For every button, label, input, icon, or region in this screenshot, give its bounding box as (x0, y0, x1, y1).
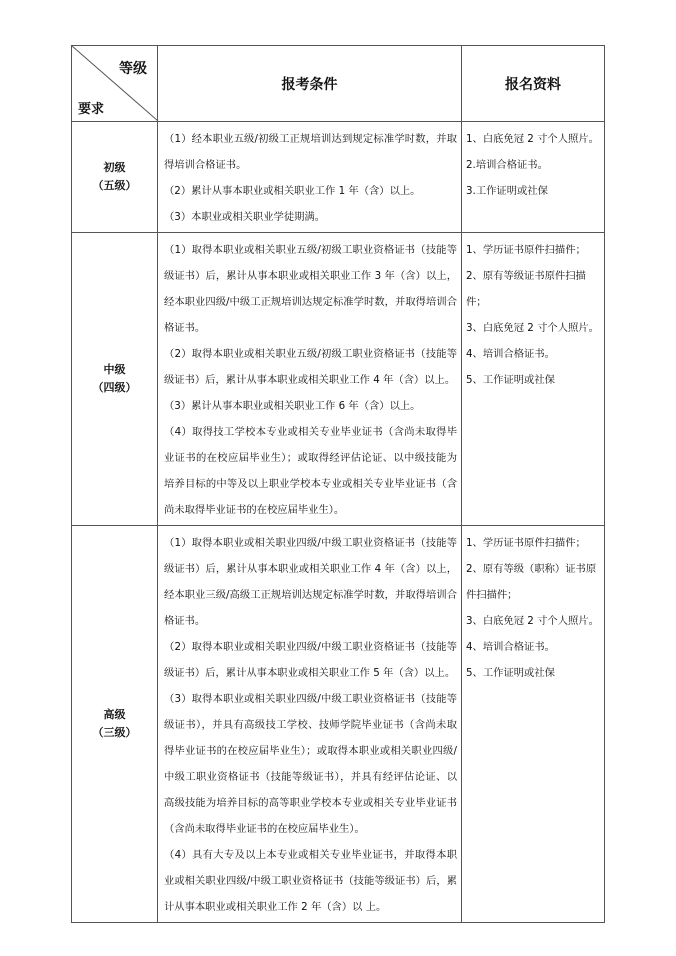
table-row (72, 233, 605, 526)
material-item: 3、白底免冠 2 寸个人照片。 (466, 615, 599, 627)
condition-item: （3）本职业或相关职业学徒期满。 (164, 211, 326, 223)
material-item: 2、原有等级（职称）证书原件扫描件； (466, 563, 597, 601)
header-materials: 报名资料 (462, 46, 605, 122)
material-item: 3.工作证明或社保 (466, 185, 548, 197)
material-item: 5、工作证明或社保 (466, 374, 555, 386)
table-row (72, 526, 605, 923)
condition-item: （1）经本职业五级/初级工正规培训达到规定标准学时数，并取得培训合格证书。 (164, 133, 457, 171)
header-row (72, 46, 605, 122)
material-item: 1、学历证书原件扫描件； (466, 537, 586, 549)
conditions-cell (158, 122, 462, 233)
level-name: 中级 (103, 363, 126, 376)
level-grade: （四级） (92, 381, 137, 394)
material-item: 1、学历证书原件扫描件； (466, 244, 586, 256)
condition-item: （4）具有大专及以上本专业或相关专业毕业证书，并取得本职业或相关职业四级/中级工职业资格证书（技能等级证书）后，累计从事本职业或相关职业工作 2 年（含）以 上。 (164, 849, 457, 913)
condition-item: （4）取得技工学校本专业或相关专业毕业证书（含尚未取得毕业证书的在校应届毕业生）；或取得经评估论证、以中级技能为培养目标的中等及以上职业学校本专业或相关专业毕业证书（含尚未取得毕业证书的在校应届毕业生）。 (164, 426, 457, 516)
level-name: 高级 (103, 708, 126, 721)
material-item: 5、工作证明或社保 (466, 667, 555, 679)
condition-item: （1）取得本职业或相关职业四级/中级工职业资格证书（技能等级证书）后，累计从事本职业或相关职业工作 4 年（含）以上，经本职业三级/高级工正规培训达规定标准学时数，并取得培训合格证书。 (164, 537, 457, 627)
material-item: 4、培训合格证书。 (466, 641, 555, 653)
materials-cell (462, 122, 605, 233)
level-name: 初级 (103, 161, 126, 174)
header-corner-cell (72, 46, 158, 122)
condition-item: （3）累计从事本职业或相关职业工作 6 年（含）以上。 (164, 400, 421, 412)
level-grade: （三级） (92, 726, 137, 739)
corner-label-requirement: 要求 (78, 102, 105, 117)
table-row (72, 122, 605, 233)
level-cell (72, 526, 158, 923)
conditions-cell (158, 526, 462, 923)
material-item: 4、培训合格证书。 (466, 348, 555, 360)
condition-item: （2）取得本职业或相关职业四级/中级工职业资格证书（技能等级证书）后，累计从事本职业或相关职业工作 5 年（含）以上。 (164, 641, 457, 679)
condition-item: （2）累计从事本职业或相关职业工作 1 年（含）以上。 (164, 185, 421, 197)
material-item: 1、白底免冠 2 寸个人照片。 (466, 133, 599, 145)
condition-item: （1）取得本职业或相关职业五级/初级工职业资格证书（技能等级证书）后，累计从事本职业或相关职业工作 3 年（含）以上，经本职业四级/中级工正规培训达规定标准学时数，并取得培训合格证书。 (164, 244, 457, 334)
level-cell (72, 122, 158, 233)
material-item: 2、原有等级证书原件扫描件； (466, 270, 586, 308)
requirements-table (71, 45, 605, 923)
condition-item: （2）取得本职业或相关职业五级/初级工职业资格证书（技能等级证书）后，累计从事本职业或相关职业工作 4 年（含）以上。 (164, 348, 457, 386)
materials-cell (462, 233, 605, 526)
header-conditions: 报考条件 (158, 46, 462, 122)
level-grade: （五级） (92, 179, 137, 192)
material-item: 3、白底免冠 2 寸个人照片。 (466, 322, 599, 334)
material-item: 2.培训合格证书。 (466, 159, 548, 171)
conditions-cell (158, 233, 462, 526)
condition-item: （3）取得本职业或相关职业四级/中级工职业资格证书（技能等级证书），并具有高级技工学校、技师学院毕业证书（含尚未取得毕业证书的在校应届毕业生）；或取得本职业或相关职业四级/中级工职业资格证书（技能等级证书），并具有经评估论证、以高级技能为培养目标的高等职业学校本专业或相关专业毕业证书（含尚未取得毕业证书的在校应届毕业生）。 (164, 693, 457, 835)
corner-label-level: 等级 (119, 61, 147, 77)
materials-cell (462, 526, 605, 923)
level-cell (72, 233, 158, 526)
